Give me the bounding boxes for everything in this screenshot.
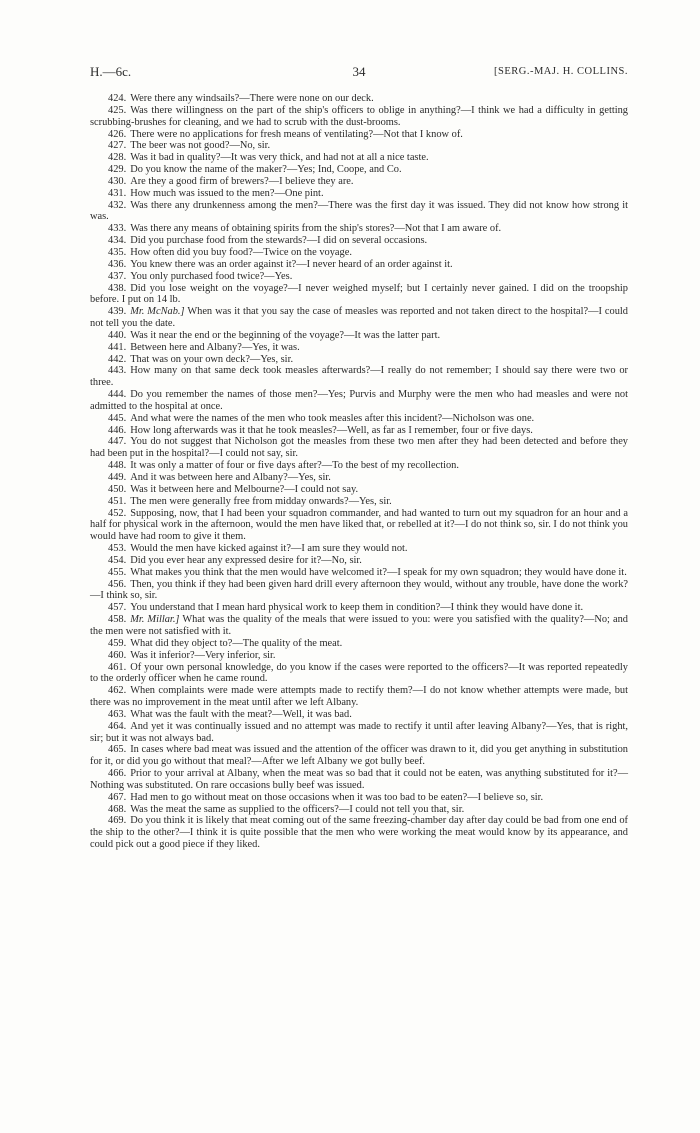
question-number: 432. [108, 199, 127, 211]
question-number: 462. [108, 685, 127, 697]
question-text: And yet it was continually issued and no attempt was made to rectify it until after leaving Albany?—Yes, that is right, sir; but it was not always bad. [90, 720, 628, 744]
question-text: How much was issued to the men?—One pint. [130, 187, 324, 199]
question-number: 450. [108, 483, 127, 495]
question-text: Supposing, now, that I had been your squadron commander, and had wanted to turn out my squadron for an hour and a half for physical work in the afternoon, would the men have liked that, or rebelled at it?—I do not think so, sir. I do not think you would have had room to give it them. [90, 507, 628, 543]
question-number: 452. [108, 507, 127, 519]
question-paragraph [90, 804, 628, 816]
question-paragraph [90, 484, 628, 496]
question-text: How many on that same deck took measles afterwards?—I really do not remember; I should say there were two or three. [90, 365, 628, 389]
speaker-label: Mr. McNab.] [130, 306, 185, 318]
question-text: Was it near the end or the beginning of the voyage?—It was the latter part. [130, 329, 441, 341]
question-text: Do you remember the names of those men?—Yes; Purvis and Murphy were the men who had measles and were not admitted to the hospital at once. [90, 389, 628, 412]
question-text: And what were the names of the men who took measles after this incident?—Nicholson was one. [130, 412, 535, 424]
question-number: 436. [108, 258, 127, 270]
question-paragraph [90, 436, 628, 460]
question-text: There were no applications for fresh means of ventilating?—Not that I know of. [130, 128, 463, 140]
question-text: When was it that you say the case of measles was reported and not taken direct to the hospital?—I could not tell you the date. [90, 306, 628, 330]
question-number: 459. [108, 637, 127, 649]
question-text: How often did you buy food?—Twice on the voyage. [130, 246, 352, 258]
question-paragraph [90, 508, 628, 544]
question-text: You knew there was an order against it?—I never heard of an order against it. [130, 258, 453, 270]
question-text: Of your own personal knowledge, do you know if the cases were reported to the officers?—It was reported repeatedly to the orderly officer when he came round. [90, 661, 628, 685]
question-paragraph [90, 472, 628, 484]
question-number: 434. [108, 235, 127, 247]
question-text: Did you lose weight on the voyage?—I never weighed myself; but I certainly never gained. I did on the troopship before. I put on 14 lb. [90, 282, 628, 306]
question-text: Do you know the name of the maker?—Yes; Ind, Coope, and Co. [130, 164, 402, 176]
question-paragraph [90, 259, 628, 271]
question-paragraph [90, 176, 628, 188]
question-paragraph [90, 496, 628, 508]
question-text: Do you think it is likely that meat coming out of the same freezing-chamber day after day could be bad from one end of the ship to the other?—I think it is quite possible that the men who were working the meat would know by its appearance, and could pick out a good piece if they liked. [90, 815, 628, 851]
question-text: Was there any drunkenness among the men?—There was the first day it was issued. They did not know how strong it was. [90, 199, 628, 223]
evidence-body [90, 93, 628, 851]
question-number: 446. [108, 424, 127, 436]
question-text: How long afterwards was it that he took measles?—Well, as far as I remember, four or five days. [130, 424, 533, 436]
question-paragraph [90, 235, 628, 247]
question-number: 430. [108, 175, 127, 187]
witness-name: [SERG.-MAJ. H. COLLINS. [493, 66, 628, 77]
question-text: That was on your own deck?—Yes, sir. [130, 353, 294, 365]
question-paragraph [90, 152, 628, 164]
question-number: 437. [108, 270, 127, 282]
question-number: 435. [108, 246, 127, 258]
question-number: 429. [108, 164, 127, 176]
question-number: 441. [108, 341, 127, 353]
question-number: 465. [108, 744, 127, 756]
question-number: 448. [108, 460, 127, 472]
question-text: Then, you think if they had been given hard drill every afternoon they would, without any trouble, have done the work?—I think so, sir. [90, 578, 628, 602]
question-paragraph [90, 271, 628, 283]
question-number: 457. [108, 602, 127, 614]
question-paragraph [90, 555, 628, 567]
question-number: 458. [108, 614, 127, 626]
question-text: Would the men have kicked against it?—I am sure they would not. [130, 543, 408, 555]
question-text: The beer was not good?—No, sir. [130, 140, 271, 152]
question-number: 469. [108, 815, 127, 827]
question-number: 444. [108, 389, 127, 401]
question-number: 425. [108, 104, 127, 116]
question-text: Was it bad in quality?—It was very thick, and had not at all a nice taste. [130, 152, 429, 164]
question-paragraph [90, 638, 628, 650]
question-paragraph [90, 283, 628, 307]
question-number: 426. [108, 128, 127, 140]
question-number: 453. [108, 543, 127, 555]
question-paragraph [90, 567, 628, 579]
question-paragraph [90, 579, 628, 603]
question-number: 461. [108, 661, 127, 673]
question-number: 467. [108, 791, 127, 803]
question-paragraph [90, 815, 628, 851]
question-text: Between here and Albany?—Yes, it was. [130, 341, 300, 353]
question-text: When complaints were made were attempts made to rectify them?—I do not know whether attempts were made, but there was no improvement in the meat until after we left Albany. [90, 685, 628, 709]
question-text: You do not suggest that Nicholson got the measles from these two men after they had been detected and before they had been put in the hospital?—I could not say, sir. [90, 436, 628, 460]
question-paragraph [90, 140, 628, 152]
question-text: In cases where bad meat was issued and the attention of the officer was drawn to it, did you get anything in substitution for it, or did you go without that meal?—After we left Albany we got bully beef. [90, 744, 628, 768]
question-number: 460. [108, 649, 127, 661]
question-paragraph [90, 164, 628, 176]
question-number: 466. [108, 768, 127, 780]
question-paragraph [90, 342, 628, 354]
question-text: Was there willingness on the part of the ship's officers to oblige in anything?—I think we had a difficulty in getting scrubbing-brushes for cleaning, and we had to scrub with the dust-brooms. [90, 104, 628, 128]
question-number: 439. [108, 306, 127, 318]
question-paragraph [90, 330, 628, 342]
question-text: Was it inferior?—Very inferior, sir. [130, 649, 276, 661]
question-text: Was there any means of obtaining spirits from the ship's stores?—Not that I am aware of. [130, 223, 502, 235]
question-number: 428. [108, 152, 127, 164]
question-number: 456. [108, 578, 127, 590]
question-text: Were there any windsails?—There were none on our deck. [130, 93, 374, 104]
question-number: 424. [108, 93, 127, 104]
question-number: 463. [108, 708, 127, 720]
question-paragraph [90, 247, 628, 259]
question-text: What was the quality of the meals that were issued to you: were you satisfied with the quality?—No; and the men were not satisfied with it. [90, 614, 628, 637]
question-paragraph [90, 792, 628, 804]
question-number: 451. [108, 495, 127, 507]
question-paragraph [90, 650, 628, 662]
question-paragraph [90, 602, 628, 614]
question-paragraph [90, 662, 628, 686]
question-text: You only purchased food twice?—Yes. [130, 270, 293, 282]
question-number: 449. [108, 472, 127, 483]
question-paragraph [90, 354, 628, 366]
question-number: 440. [108, 329, 127, 341]
question-text: Did you purchase food from the stewards?—I did on several occasions. [130, 235, 428, 247]
question-paragraph [90, 105, 628, 129]
question-number: 433. [108, 223, 127, 235]
question-number: 464. [108, 720, 127, 732]
question-paragraph [90, 460, 628, 472]
question-text: Was it between here and Melbourne?—I could not say. [130, 483, 359, 495]
question-number: 455. [108, 566, 127, 578]
question-number: 442. [108, 353, 127, 365]
question-text: Prior to your arrival at Albany, when the meat was so bad that it could not be eaten, was anything substituted for it?—Nothing was substituted. On rare occasions bully beef was issued. [90, 768, 628, 791]
question-number: 468. [108, 803, 127, 815]
question-paragraph [90, 543, 628, 555]
question-number: 431. [108, 187, 127, 199]
question-text: Was the meat the same as supplied to the officers?—I could not tell you that, sir. [130, 803, 465, 815]
question-text: What was the fault with the meat?—Well, it was bad. [130, 708, 352, 720]
question-number: 443. [108, 365, 127, 377]
question-text: Did you ever hear any expressed desire for it?—No, sir. [130, 554, 362, 566]
question-number: 454. [108, 554, 127, 566]
question-text: And it was between here and Albany?—Yes, sir. [130, 472, 331, 483]
question-text: What did they object to?—The quality of the meat. [130, 637, 343, 649]
question-paragraph [90, 744, 628, 768]
question-number: 427. [108, 140, 127, 152]
page-header [90, 64, 628, 80]
question-paragraph [90, 306, 628, 330]
question-text: The men were generally free from midday onwards?—Yes, sir. [130, 495, 392, 507]
question-text: Had men to go without meat on those occasions when it was too bad to be eaten?—I believe so, sir. [130, 791, 544, 803]
question-paragraph [90, 685, 628, 709]
question-paragraph [90, 188, 628, 200]
question-paragraph [90, 200, 628, 224]
question-paragraph [90, 223, 628, 235]
question-text: Are they a good firm of brewers?—I believe they are. [130, 175, 354, 187]
question-paragraph [90, 129, 628, 141]
question-number: 447. [108, 436, 127, 448]
question-paragraph [90, 365, 628, 389]
question-paragraph [90, 93, 628, 105]
speaker-label: Mr. Millar.] [130, 614, 180, 626]
question-text: What makes you think that the men would have welcomed it?—I speak for my own squadron; they would have done it. [130, 566, 627, 578]
question-paragraph [90, 413, 628, 425]
question-text: It was only a matter of four or five days after?—To the best of my recollection. [130, 460, 459, 472]
question-paragraph [90, 614, 628, 638]
question-paragraph [90, 425, 628, 437]
question-number: 438. [108, 282, 127, 294]
question-paragraph [90, 389, 628, 413]
question-paragraph [90, 721, 628, 745]
page-number: 34 [352, 64, 366, 79]
question-text: You understand that I mean hard physical work to keep them in condition?—I think they would have done it. [130, 602, 584, 614]
question-paragraph [90, 768, 628, 792]
paper-reference: H.—6c. [90, 64, 132, 79]
question-number: 445. [108, 412, 127, 424]
question-paragraph [90, 709, 628, 721]
